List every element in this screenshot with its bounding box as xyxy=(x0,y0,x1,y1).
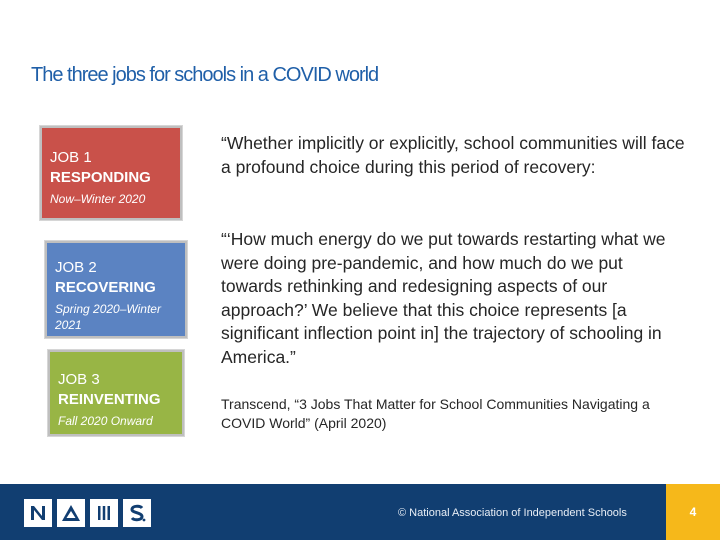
job-card-reinventing xyxy=(48,350,184,436)
bars-icon xyxy=(90,499,118,527)
quote-intro: “Whether implicitly or explicitly, school communities will face a profound choice during this period of recovery: xyxy=(221,133,685,177)
job-name: REINVENTING xyxy=(58,391,161,408)
job-period: Now–Winter 2020 xyxy=(50,192,146,206)
footer-bar xyxy=(0,484,720,540)
job-name: RESPONDING xyxy=(50,169,151,186)
page-number: 4 xyxy=(666,484,720,540)
job-period: Fall 2020 Onward xyxy=(58,414,153,428)
letter-s-icon xyxy=(123,499,151,527)
letter-n-icon xyxy=(24,499,52,527)
copyright-text: © National Association of Independent Schools xyxy=(398,507,627,519)
job-number: JOB 2 xyxy=(55,259,97,276)
triangle-icon xyxy=(57,499,85,527)
job-number: JOB 1 xyxy=(50,149,92,166)
job-period: Spring 2020–Winter 2021 xyxy=(55,302,161,332)
job-card-responding xyxy=(40,126,182,220)
slide-title: The three jobs for schools in a COVID world xyxy=(31,64,379,86)
job-number: JOB 3 xyxy=(58,371,100,388)
nais-logo xyxy=(24,499,151,527)
job-name: RECOVERING xyxy=(55,279,156,296)
quote-source: Transcend, “3 Jobs That Matter for School Communities Navigating a COVID World” (April 2020) xyxy=(221,396,650,431)
job-card-recovering xyxy=(45,241,187,338)
quote-body: “‘How much energy do we put towards restarting what we were doing pre-pandemic, and how much do we put towards rethinking and redesigning aspects of our approach?’ We believe that this choice represents [a significant inflection point in] the trajectory of schooling in America.” xyxy=(221,229,666,367)
